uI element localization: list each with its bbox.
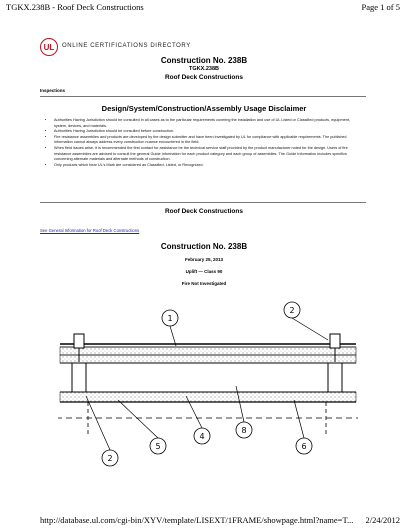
detail-date: February 25, 2013 bbox=[184, 257, 224, 262]
section-title: Roof Deck Constructions bbox=[164, 208, 243, 215]
disclaimer-list bbox=[46, 118, 364, 168]
divider bbox=[40, 96, 366, 97]
callout-label: 8 bbox=[241, 426, 247, 435]
construction-code: TGKX.238B bbox=[189, 66, 219, 72]
callout-5 bbox=[118, 400, 166, 454]
callout-6 bbox=[294, 400, 312, 454]
assembly-drawing bbox=[58, 296, 358, 506]
callout-label: 2 bbox=[289, 306, 295, 315]
callout-label: 6 bbox=[301, 442, 307, 451]
page-header-title: TGKX.238B - Roof Deck Constructions bbox=[6, 2, 144, 12]
callout-label: 4 bbox=[199, 432, 205, 441]
roof-assembly-section bbox=[58, 334, 358, 436]
divider bbox=[40, 202, 366, 203]
print-date: 2/24/2012 bbox=[365, 515, 400, 525]
uplift-rating: Uplift — Class 90 bbox=[185, 269, 223, 274]
construction-number: Construction No. 238B bbox=[160, 56, 248, 65]
detail-construction-number: Construction No. 238B bbox=[160, 242, 248, 251]
callout-label: 5 bbox=[155, 442, 161, 451]
list-item: • Fire resistance assemblies and products are developed by the design submitter and have been investigated by UL for compliance with applicable requirements. The published information cannot always address every construction nuance encountered in the field. bbox=[54, 135, 364, 146]
callout-1 bbox=[162, 310, 178, 346]
directory-title: ONLINE CERTIFICATIONS DIRECTORY bbox=[62, 43, 191, 49]
list-item: • When field issues arise, it is recommended the first contact for assistance be the technical service staff provided by the product manufacturer noted for the design. Users of fire resistance assemblies are advised to consult the general Guide Information for each product category and each group of assemblies. The Guide Information includes specifics concerning alternate materials and alternate methods of construction. bbox=[54, 146, 364, 163]
page-url: http://database.ul.com/cgi-bin/XYV/template/LISEXT/1FRAME/showpage.html?name=T... bbox=[40, 515, 354, 525]
construction-category: Roof Deck Constructions bbox=[164, 74, 243, 81]
fire-rating: Fire Not Investigated bbox=[181, 281, 227, 286]
ul-logo[interactable]: UL bbox=[40, 38, 58, 56]
page-number: Page 1 of 5 bbox=[361, 2, 400, 12]
callout-2-top bbox=[284, 302, 328, 340]
disclaimer-title: Design/System/Construction/Assembly Usage Disclaimer bbox=[101, 104, 307, 113]
inspections-link[interactable]: Inspections bbox=[40, 88, 66, 93]
callout-4 bbox=[186, 396, 210, 444]
list-item: • Authorities Having Jurisdiction should be consulted in all cases as to the particular requirements covering the installation and use of UL Listed or Classified products, equipment, system, devices, and materials. bbox=[54, 118, 364, 129]
callout-2-bottom bbox=[86, 396, 118, 466]
list-item: • Only products which bear UL's Mark are considered as Classified, Listed, or Recognized. bbox=[54, 163, 364, 169]
callout-label: 1 bbox=[167, 314, 173, 323]
general-info-link[interactable]: See General Information for Roof Deck Constructions bbox=[40, 228, 140, 233]
list-item: • Authorities Having Jurisdiction should be consulted before construction. bbox=[54, 129, 364, 135]
callout-label: 2 bbox=[107, 454, 113, 463]
